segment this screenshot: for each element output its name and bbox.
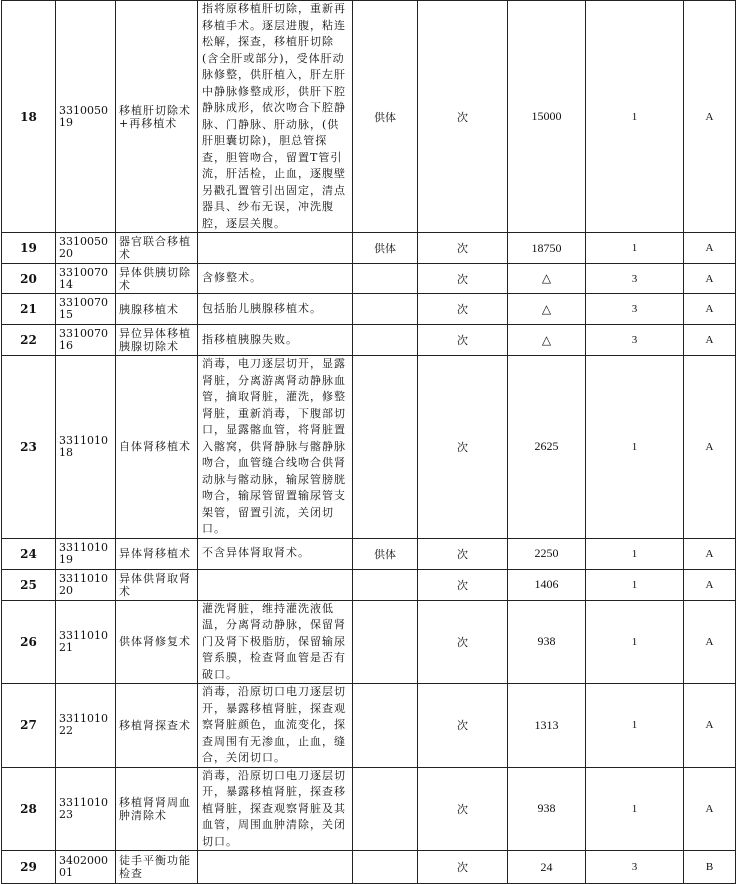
item-unit: 次 [418, 767, 508, 851]
table-row [2, 1, 736, 233]
item-name: 移植肾探查术 [116, 684, 198, 768]
item-unit: 次 [418, 569, 508, 600]
item-count: 1 [586, 233, 684, 264]
table-row [2, 264, 736, 294]
item-price: △ [508, 264, 586, 294]
item-count: 1 [586, 600, 684, 684]
row-number: 25 [2, 569, 56, 600]
item-exclusion-note [353, 264, 418, 294]
item-unit: 次 [418, 294, 508, 325]
table-row [2, 600, 736, 684]
row-number: 27 [2, 684, 56, 768]
item-exclusion-note: 供体 [353, 1, 418, 233]
item-exclusion-note [353, 684, 418, 768]
item-class: A [684, 233, 736, 264]
item-name: 异体肾移植术 [116, 538, 198, 569]
item-price: 1313 [508, 684, 586, 768]
row-number: 20 [2, 264, 56, 294]
item-description: 指将原移植肝切除，重新再移植手术。逐层进腹，粘连松解，探查，移植肝切除(含全肝或部分)，受体肝动脉修整，供肝植入，肝左肝中静脉修整成形，供肝下腔静脉成形，依次吻合下腔静脉、门静脉、肝动脉，(供肝胆囊切除)，胆总管探查，胆管吻合，留置T管引流，肝活检，止血，逐腹壁另戳孔置管引出固定，清点器具、纱布无误，冲洗腹腔，逐层关腹。 [198, 1, 353, 233]
item-code: 3310070 14 [56, 264, 116, 294]
item-code: 3311010 23 [56, 767, 116, 851]
table-row [2, 233, 736, 264]
row-number: 19 [2, 233, 56, 264]
row-number: 18 [2, 1, 56, 233]
fee-table [1, 0, 736, 884]
item-count: 1 [586, 356, 684, 539]
row-number: 24 [2, 538, 56, 569]
item-count: 1 [586, 767, 684, 851]
item-exclusion-note [353, 325, 418, 356]
item-unit: 次 [418, 325, 508, 356]
item-count: 3 [586, 264, 684, 294]
row-number: 22 [2, 325, 56, 356]
item-name: 胰腺移植术 [116, 294, 198, 325]
item-name: 移植肾肾周血肿清除术 [116, 767, 198, 851]
item-name: 异体供胰切除术 [116, 264, 198, 294]
item-description: 不含异体肾取肾术。 [198, 538, 353, 569]
item-exclusion-note: 供体 [353, 233, 418, 264]
item-code: 3310070 16 [56, 325, 116, 356]
item-class: A [684, 294, 736, 325]
item-exclusion-note [353, 294, 418, 325]
item-count: 3 [586, 294, 684, 325]
item-unit: 次 [418, 1, 508, 233]
item-count: 1 [586, 684, 684, 768]
item-price: 2250 [508, 538, 586, 569]
item-name: 供体肾修复术 [116, 600, 198, 684]
item-code: 3311010 19 [56, 538, 116, 569]
item-description: 消毒，沿原切口电刀逐层切开，暴露移植肾脏，探查观察肾脏颜色，血流变化，探查周围有无渗血，止血，缝合，关闭切口。 [198, 684, 353, 768]
item-exclusion-note [353, 356, 418, 539]
item-class: A [684, 569, 736, 600]
table-row [2, 294, 736, 325]
item-class: A [684, 325, 736, 356]
item-price: 24 [508, 851, 586, 884]
item-unit: 次 [418, 538, 508, 569]
item-price: 938 [508, 767, 586, 851]
item-unit: 次 [418, 684, 508, 768]
item-price: 15000 [508, 1, 586, 233]
item-exclusion-note [353, 851, 418, 884]
item-price: 2625 [508, 356, 586, 539]
table-row [2, 569, 736, 600]
item-code: 3311010 18 [56, 356, 116, 539]
item-class: A [684, 684, 736, 768]
item-name: 移植肝切除术+再移植术 [116, 1, 198, 233]
item-price: △ [508, 294, 586, 325]
item-count: 1 [586, 1, 684, 233]
row-number: 26 [2, 600, 56, 684]
item-price: 938 [508, 600, 586, 684]
item-class: A [684, 356, 736, 539]
item-code: 3310070 15 [56, 294, 116, 325]
item-unit: 次 [418, 851, 508, 884]
item-description [198, 569, 353, 600]
item-code: 3311010 22 [56, 684, 116, 768]
item-exclusion-note [353, 600, 418, 684]
item-exclusion-note [353, 767, 418, 851]
table-row [2, 538, 736, 569]
item-code: 3402000 01 [56, 851, 116, 884]
item-exclusion-note [353, 569, 418, 600]
item-unit: 次 [418, 233, 508, 264]
item-count: 3 [586, 851, 684, 884]
item-code: 3310050 20 [56, 233, 116, 264]
row-number: 28 [2, 767, 56, 851]
item-name: 异体供肾取肾术 [116, 569, 198, 600]
item-class: A [684, 767, 736, 851]
table-row [2, 356, 736, 539]
row-number: 23 [2, 356, 56, 539]
item-class: A [684, 538, 736, 569]
item-class: A [684, 600, 736, 684]
item-code: 3311010 21 [56, 600, 116, 684]
item-name: 异位异体移植胰腺切除术 [116, 325, 198, 356]
item-description: 包括胎儿胰腺移植术。 [198, 294, 353, 325]
table-row [2, 325, 736, 356]
item-name: 自体肾移植术 [116, 356, 198, 539]
item-count: 1 [586, 569, 684, 600]
item-description: 灌洗肾脏，维持灌洗液低温，分离肾动静脉，保留肾门及肾下极脂肪，保留输尿管系膜，检查肾血管是否有破口。 [198, 600, 353, 684]
item-count: 3 [586, 325, 684, 356]
item-class: A [684, 264, 736, 294]
item-name: 徒手平衡功能检查 [116, 851, 198, 884]
item-name: 器官联合移植术 [116, 233, 198, 264]
item-price: △ [508, 325, 586, 356]
item-unit: 次 [418, 356, 508, 539]
item-description: 指移植胰腺失败。 [198, 325, 353, 356]
item-description: 含修整术。 [198, 264, 353, 294]
item-exclusion-note: 供体 [353, 538, 418, 569]
item-code: 3311010 20 [56, 569, 116, 600]
table-row [2, 767, 736, 851]
item-price: 18750 [508, 233, 586, 264]
table-row [2, 851, 736, 884]
item-unit: 次 [418, 264, 508, 294]
item-description: 消毒，电刀逐层切开，显露肾脏，分离游离肾动静脉血管，摘取肾脏，灌洗，修整肾脏，重新消毒，下腹部切口，显露髂血管，将肾脏置入髂窝，供肾静脉与髂静脉吻合，血管缝合线吻合供肾动脉与髂动脉，输尿管膀胱吻合，输尿管留置输尿管支架管，留置引流，关闭切口。 [198, 356, 353, 539]
item-description: 消毒，沿原切口电刀逐层切开，暴露移植肾脏，探查移植肾脏，探查观察肾脏及其血管，周围血肿清除，关闭切口。 [198, 767, 353, 851]
row-number: 21 [2, 294, 56, 325]
item-count: 1 [586, 538, 684, 569]
item-description [198, 233, 353, 264]
item-class: A [684, 1, 736, 233]
table-row [2, 684, 736, 768]
row-number: 29 [2, 851, 56, 884]
item-description [198, 851, 353, 884]
item-price: 1406 [508, 569, 586, 600]
item-code: 3310050 19 [56, 1, 116, 233]
item-unit: 次 [418, 600, 508, 684]
item-class: B [684, 851, 736, 884]
